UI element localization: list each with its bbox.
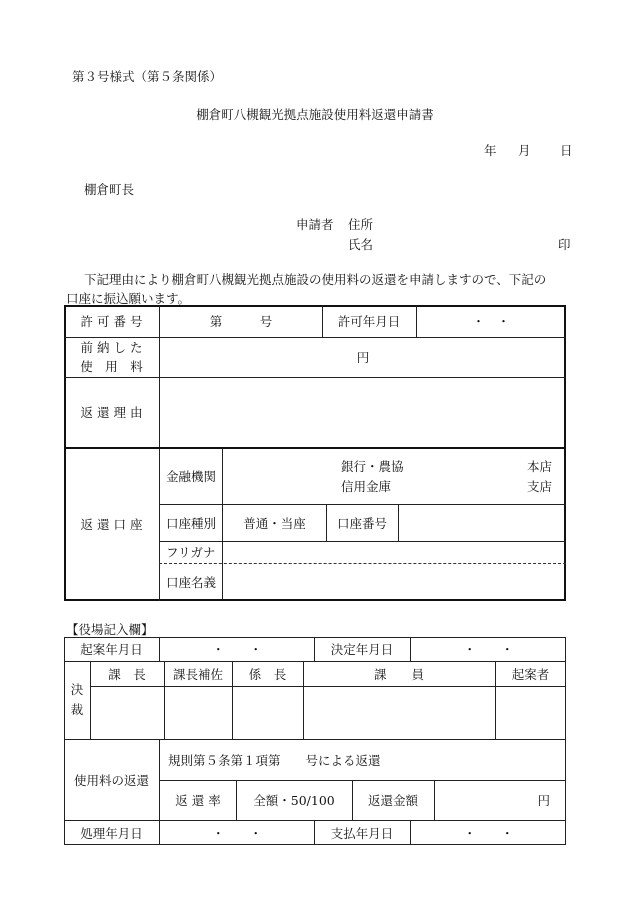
prepaid-fee-field[interactable]: 円 [356,350,370,365]
head-office-label: 本店 [527,459,553,474]
account-name-label: 口座名義 [165,574,216,590]
approval-char-2: 裁 [70,702,84,717]
document-title: 棚倉町八槻観光拠点施設使用料返還申請書 [196,107,434,122]
payment-date-field[interactable]: ・ ・ [463,825,514,841]
rule-text[interactable]: 規則第５条第１項第 号による返還 [168,752,381,768]
role-assistant-chief: 課長補佐 [172,666,223,682]
branch-label: 支店 [527,479,553,494]
permit-date-label: 許可年月日 [337,314,401,329]
account-number-field[interactable] [399,504,566,541]
date-month: 月 [518,143,531,158]
seal-mark: 印 [558,237,571,252]
addressee: 棚倉町長 [84,182,135,197]
role-subsection-chief: 係 長 [248,666,287,682]
intro-line-2: 口座に振込願います。 [66,291,191,306]
form-number: 第３号様式（第５条関係） [72,69,223,84]
refund-amount-field[interactable]: 円 [537,793,550,808]
prepaid-fee-label [64,337,159,377]
decision-date-field[interactable]: ・ ・ [463,642,514,657]
draft-date-label: 起案年月日 [80,642,143,657]
permit-number-label: 許 可 番 号 [80,314,143,329]
prepaid-label-line-1: 前 納 し た [80,340,143,355]
role-drafter: 起案者 [511,666,550,682]
refund-rate-label: 返 還 率 [175,793,221,808]
draft-date-field[interactable]: ・ ・ [211,642,262,657]
date-day: 日 [560,143,573,158]
stamp-box-section-chief[interactable] [91,687,164,739]
refund-rate-field[interactable]: 全額・50/100 [253,793,335,808]
intro-line-1: 下記理由により棚倉町八槻観光拠点施設の使用料の返還を申請しますので、下記の [84,272,547,287]
permit-date-field[interactable]: ・ ・ [472,314,510,329]
applicant-label: 申請者 [296,217,334,232]
credit-union-label: 信用金庫 [341,479,392,494]
stamp-box-staff[interactable] [304,687,495,739]
date-year: 年 [484,143,497,158]
stamp-box-drafter[interactable] [496,687,566,739]
permit-number-field[interactable]: 第 号 [209,314,273,329]
account-number-label: 口座番号 [336,515,387,531]
account-name-field[interactable] [223,563,566,600]
financial-institution-field[interactable] [223,448,566,504]
refund-reason-label: 返 還 理 由 [80,405,143,420]
payment-date-label: 支払年月日 [330,825,394,841]
refund-reason-field[interactable] [160,378,566,447]
account-type-label: 口座種別 [165,515,216,531]
approval-char-1: 決 [70,682,84,697]
process-date-label: 処理年月日 [80,825,143,841]
approval-label [64,661,90,739]
refund-account-label: 返 還 口 座 [80,517,143,532]
name-label: 氏名 [348,237,374,252]
financial-institution-label: 金融機関 [165,469,216,484]
prepaid-label-line-2: 使 用 料 [80,359,143,374]
office-use-heading: 【役場記入欄】 [66,622,154,637]
fee-refund-label: 使用料の返還 [73,772,149,788]
role-section-chief: 課 長 [108,666,146,682]
refund-amount-label: 返還金額 [367,793,418,808]
stamp-box-subsection-chief[interactable] [233,687,303,739]
account-type-field[interactable]: 普通・当座 [243,515,306,531]
furigana-field[interactable] [223,541,566,563]
furigana-label: フリガナ [166,545,216,560]
bank-label: 銀行・農協 [341,459,404,474]
decision-date-label: 決定年月日 [330,642,394,657]
stamp-box-assistant-chief[interactable] [165,687,232,739]
address-label: 住所 [348,217,374,232]
process-date-field[interactable]: ・ ・ [211,825,262,841]
role-staff: 課 員 [373,666,424,682]
